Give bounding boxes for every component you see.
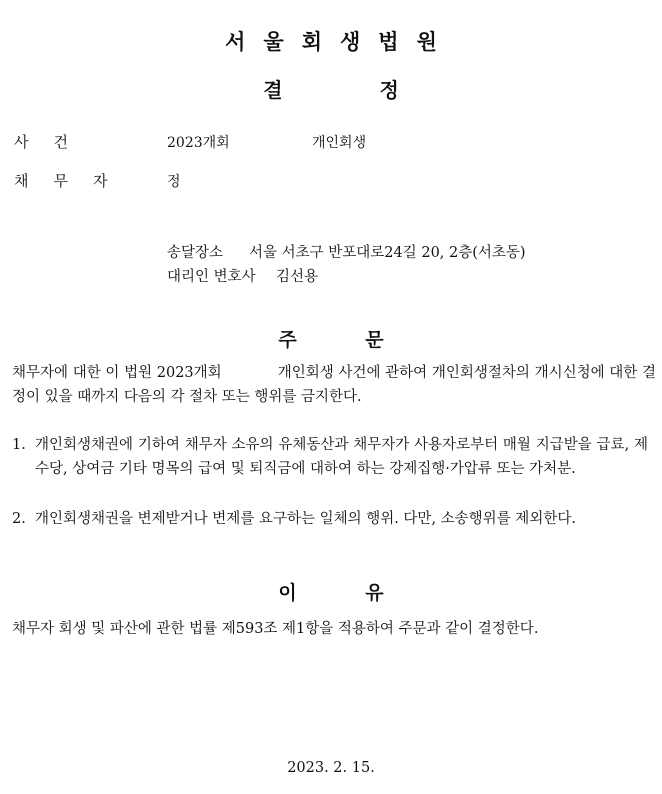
reason-text: 채무자 회생 및 파산에 관한 법률 제593조 제1항을 적용하여 주문과 같이 결정한다. <box>12 621 539 637</box>
service-address: 서울 서초구 반포대로24길 20, 2층(서초동) <box>249 245 526 261</box>
order-intro: 채무자에 대한 이 법원 2023개회 개인회생 사건에 관하여 개인회생절차의 개시신청에 대한 결정이 있을 때까지 다음의 각 절차 또는 행위를 금지한다. <box>12 365 656 405</box>
reason-heading: 이 유 <box>278 582 384 604</box>
order-item-number: 1. <box>12 437 26 453</box>
order-item-text: 개인회생채권을 변제받거나 변제를 요구하는 일체의 행위. 다만, 소송행위를 제외한다. <box>35 511 576 527</box>
court-name: 서울회생법원 <box>225 30 455 54</box>
case-number: 2023개회 <box>167 135 230 151</box>
order-item-2 <box>12 507 648 531</box>
debtor-label: 채무자 <box>14 172 133 190</box>
order-item-number: 2. <box>12 511 26 527</box>
debtor-name: 정 <box>167 174 181 190</box>
service-address-label: 송달장소 <box>167 245 224 261</box>
case-type: 개인회생 <box>312 135 367 151</box>
order-item-1 <box>12 433 648 481</box>
case-label: 사건 <box>14 133 93 151</box>
document-type-title: 결 정 <box>263 78 399 102</box>
agent-label: 대리인 변호사 <box>167 269 256 285</box>
decision-date: 2023. 2. 15. <box>287 760 375 776</box>
agent-name: 김선용 <box>276 269 319 285</box>
order-item-text: 개인회생채권에 기하여 채무자 소유의 유체동산과 채무자가 사용자로부터 매월 지급받을 급료, 제수당, 상여금 기타 명목의 급여 및 퇴직금에 대하여 하는 강제집행·가압류 또는 가처분. <box>35 437 648 477</box>
order-heading: 주 문 <box>278 329 384 351</box>
